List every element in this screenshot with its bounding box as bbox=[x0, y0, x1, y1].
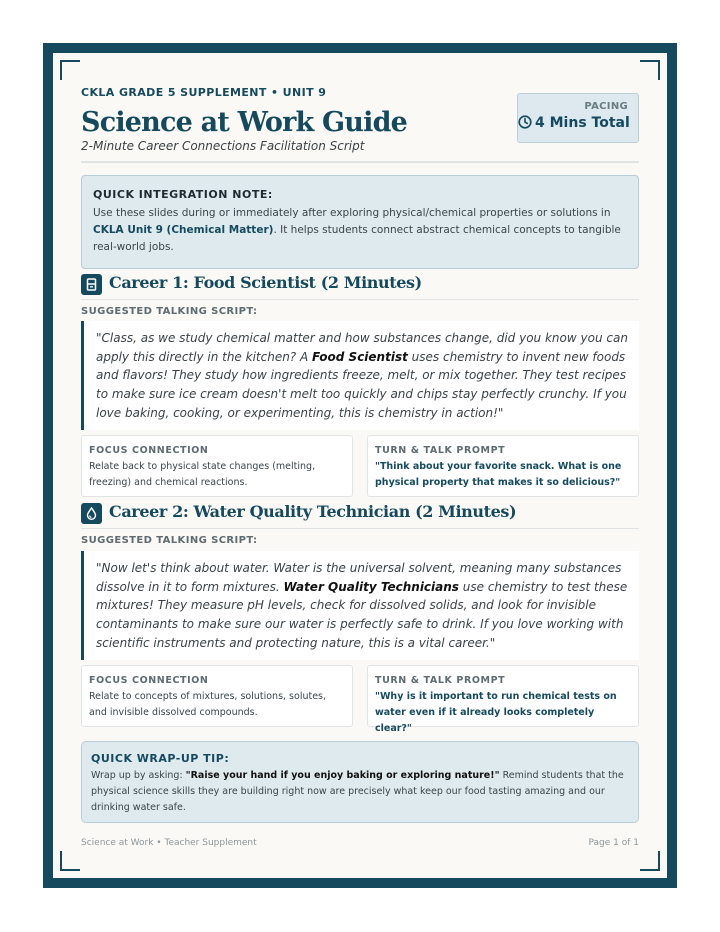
card-heading: FOCUS CONNECTION bbox=[89, 445, 209, 456]
corner-mark-top-left bbox=[60, 60, 80, 80]
career-1-header bbox=[81, 273, 639, 298]
page-title: Science at Work Guide bbox=[81, 107, 408, 138]
water-drop-icon bbox=[85, 507, 98, 520]
card-heading: TURN & TALK PROMPT bbox=[375, 675, 506, 686]
integration-note bbox=[81, 175, 639, 269]
career-1-title: Career 1: Food Scientist (2 Minutes) bbox=[109, 273, 422, 292]
pacing-badge bbox=[517, 93, 639, 143]
corner-mark-bottom-right bbox=[640, 851, 660, 871]
card-heading: FOCUS CONNECTION bbox=[89, 675, 209, 686]
header-kicker: CKLA GRADE 5 SUPPLEMENT • UNIT 9 bbox=[81, 86, 327, 99]
pacing-label: PACING bbox=[584, 101, 628, 112]
wrap-up-text: Wrap up by asking: "Raise your hand if you enjoy baking or exploring nature!" Remind students that the physical science skills they are building right now are precisely what keep our food tasting amazing and our drinking water safe. bbox=[91, 770, 624, 813]
corner-mark-bottom-left bbox=[60, 851, 80, 871]
career-2-script: "Now let's think about water. Water is the universal solvent, meaning many substances dissolve in it to form mixtures. Water Quality Technicians use chemistry to test these mixtures! They measure pH levels, check for dissolved solids, and look for invisible contaminants to make sure our water is perfectly safe to drink. If you love working with scientific instruments and protecting nature, this is a vital career." bbox=[81, 551, 639, 660]
integration-note-text: Use these slides during or immediately after exploring physical/chemical properties or solutions in CKLA Unit 9 (Chemical Matter). It helps students connect abstract chemical concepts to tangible real-world jobs. bbox=[93, 207, 621, 253]
career-2-prompt-card bbox=[367, 665, 639, 734]
wrap-up-heading: QUICK WRAP-UP TIP: bbox=[91, 752, 230, 765]
career-1-prompt-card bbox=[367, 435, 639, 497]
wrap-up-question: "Raise your hand if you enjoy baking or exploring nature!" bbox=[185, 770, 500, 781]
career-2-header bbox=[81, 502, 639, 527]
career-2-title: Career 2: Water Quality Technician (2 Minutes) bbox=[109, 502, 517, 521]
clock-icon bbox=[518, 115, 532, 129]
document-page bbox=[53, 53, 667, 878]
career-1-script-label: SUGGESTED TALKING SCRIPT: bbox=[81, 306, 258, 317]
pacing-value: 4 Mins Total bbox=[535, 115, 630, 131]
career-1-divider bbox=[81, 299, 639, 300]
page-number: Page 1 of 1 bbox=[588, 838, 639, 848]
card-text: Relate back to physical state changes (melting, freezing) and chemical reactions. bbox=[89, 461, 316, 488]
card-prompt-text: "Why is it important to run chemical tests on water even if it already looks completely clear?" bbox=[375, 691, 617, 734]
page-frame bbox=[43, 43, 677, 888]
career-2-icon-box bbox=[81, 503, 102, 524]
card-text: Relate to concepts of mixtures, solutions, solutes, and invisible dissolved compounds. bbox=[89, 691, 327, 718]
career-1-icon-box bbox=[81, 274, 102, 295]
career-2-name: Water Quality Technicians bbox=[283, 579, 459, 594]
wrap-up-tip bbox=[81, 741, 639, 823]
card-prompt-text: "Think about your favorite snack. What is one physical property that makes it so delicious?" bbox=[375, 461, 622, 488]
card-heading: TURN & TALK PROMPT bbox=[375, 445, 506, 456]
integration-note-heading: QUICK INTEGRATION NOTE: bbox=[93, 188, 273, 201]
beaker-icon bbox=[85, 278, 98, 291]
unit-reference: CKLA Unit 9 (Chemical Matter) bbox=[93, 224, 274, 236]
career-2-divider bbox=[81, 528, 639, 529]
career-2-focus-card bbox=[81, 665, 353, 727]
corner-mark-top-right bbox=[640, 60, 660, 80]
header-divider bbox=[81, 161, 639, 163]
career-2-script-label: SUGGESTED TALKING SCRIPT: bbox=[81, 535, 258, 546]
career-1-focus-card bbox=[81, 435, 353, 497]
career-1-script: "Class, as we study chemical matter and how substances change, did you know you can apply this directly in the kitchen? A Food Scientist uses chemistry to invent new foods and flavors! They study how ingredients freeze, melt, or mix together. They test recipes to make sure ice cream doesn't melt too quickly and chips stay perfectly crunchy. If you love baking, cooking, or experimenting, this is chemistry in action!" bbox=[81, 321, 639, 430]
page-subtitle: 2-Minute Career Connections Facilitation Script bbox=[81, 139, 365, 153]
career-1-name: Food Scientist bbox=[312, 349, 408, 364]
pacing-value-row bbox=[518, 115, 628, 131]
footer-left: Science at Work • Teacher Supplement bbox=[81, 838, 257, 848]
